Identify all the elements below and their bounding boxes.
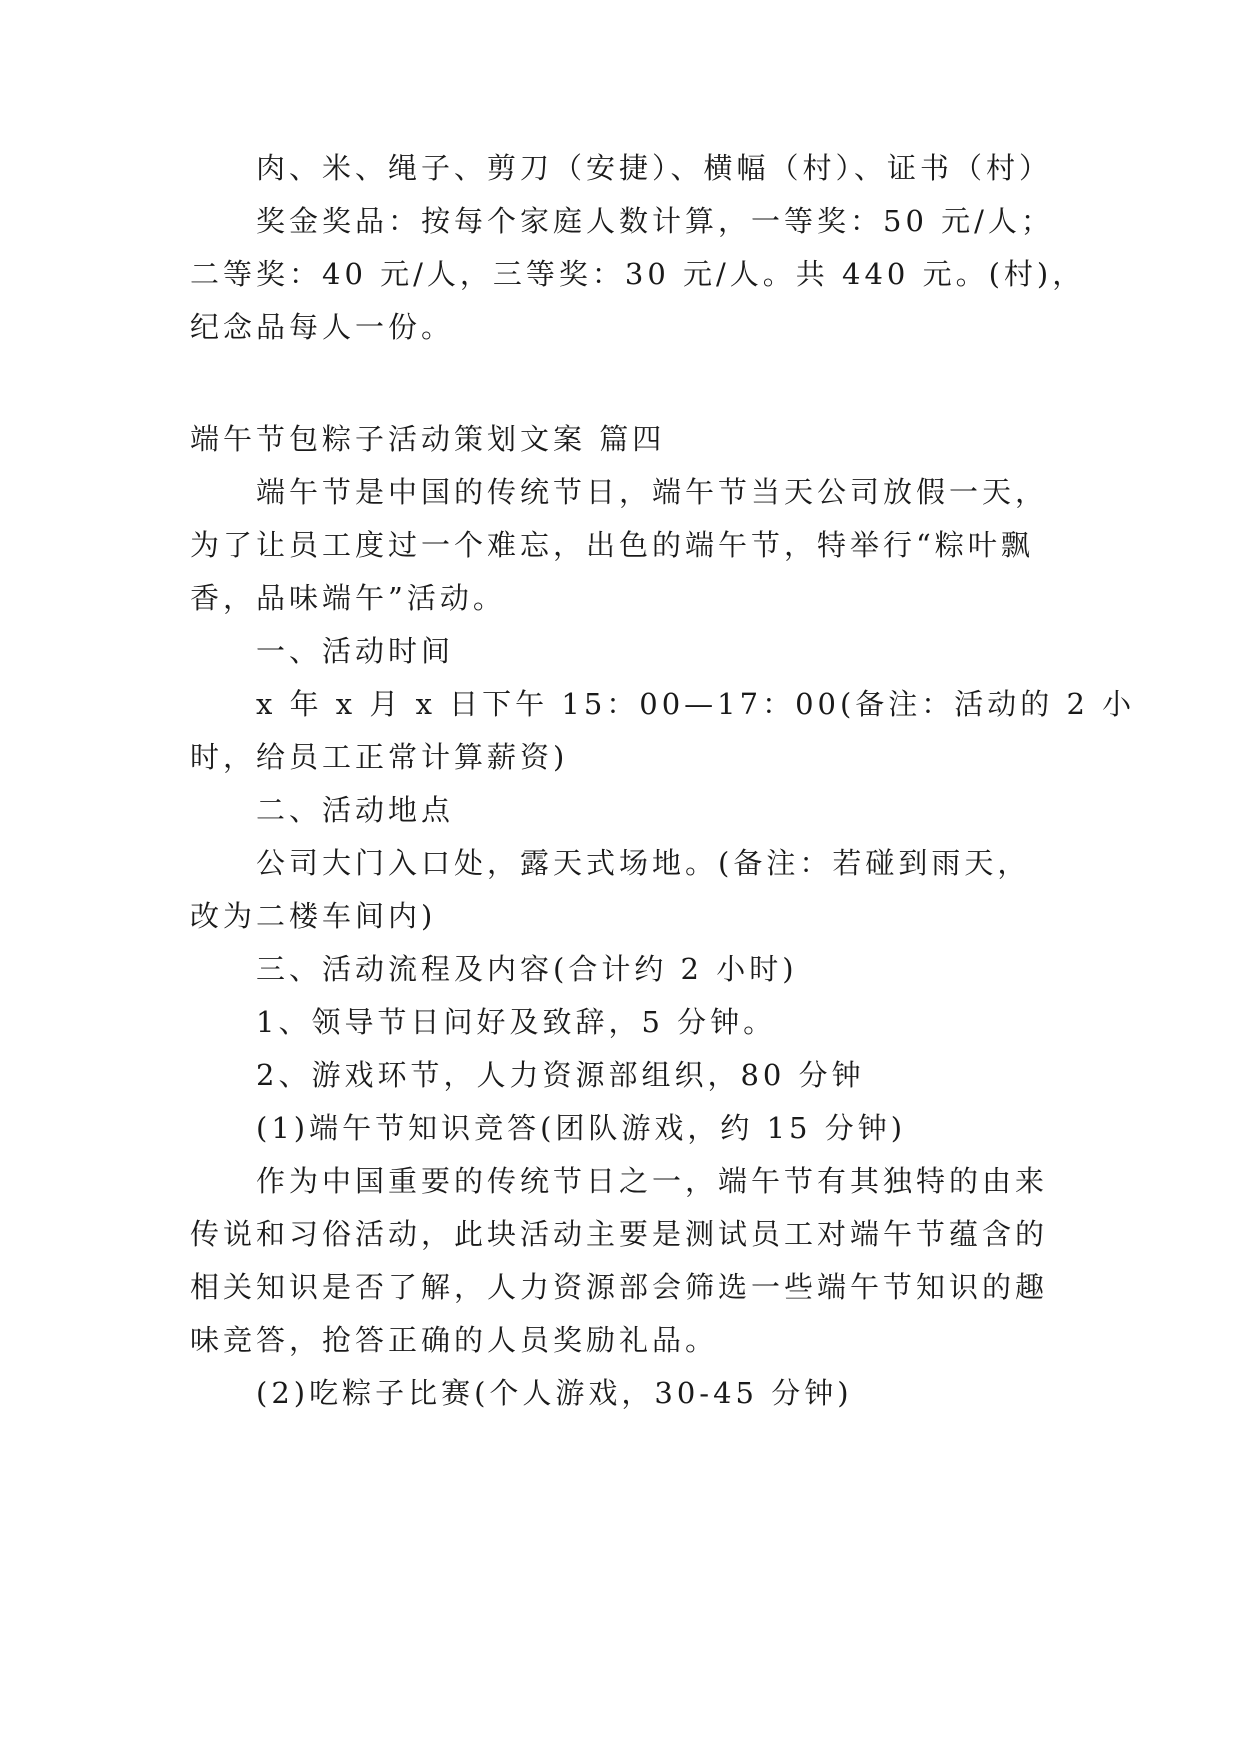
text-line: 时，给员工正常计算薪资) bbox=[190, 740, 569, 774]
text-line: 为了让员工度过一个难忘，出色的端午节，特举行“粽叶飘 bbox=[190, 528, 1034, 562]
list-item: 2、游戏环节，人力资源部组织，80 分钟 bbox=[256, 1058, 865, 1092]
text-line: 纪念品每人一份。 bbox=[190, 310, 455, 344]
section-heading: 端午节包粽子活动策划文案 篇四 bbox=[190, 422, 666, 456]
text-line: x 年 x 月 x 日下午 15：00—17：00(备注：活动的 2 小 bbox=[256, 687, 1136, 721]
text-line: 作为中国重要的传统节日之一，端午节有其独特的由来 bbox=[256, 1164, 1049, 1198]
list-item: (1)端午节知识竞答(团队游戏，约 15 分钟) bbox=[256, 1111, 907, 1145]
list-item: (2)吃粽子比赛(个人游戏，30-45 分钟) bbox=[256, 1376, 853, 1410]
subheading: 三、活动流程及内容(合计约 2 小时) bbox=[256, 952, 798, 986]
text-line: 改为二楼车间内) bbox=[190, 899, 437, 933]
text-line: 相关知识是否了解，人力资源部会筛选一些端午节知识的趣 bbox=[190, 1270, 1049, 1304]
text-line: 传说和习俗活动，此块活动主要是测试员工对端午节蕴含的 bbox=[190, 1217, 1049, 1251]
text-line: 香，品味端午”活动。 bbox=[190, 581, 506, 615]
text-line: 二等奖：40 元/人，三等奖：30 元/人。共 440 元。(村)， bbox=[190, 257, 1086, 291]
subheading: 一、活动时间 bbox=[256, 634, 455, 668]
text-line: 味竞答，抢答正确的人员奖励礼品。 bbox=[190, 1323, 719, 1357]
text-line: 奖金奖品：按每个家庭人数计算，一等奖：50 元/人； bbox=[256, 204, 1054, 238]
text-line: 肉、米、绳子、剪刀（安捷）、横幅（村）、证书（村） bbox=[256, 151, 1053, 185]
list-item: 1、领导节日问好及致辞，5 分钟。 bbox=[256, 1005, 777, 1039]
subheading: 二、活动地点 bbox=[256, 793, 455, 827]
text-line: 端午节是中国的传统节日，端午节当天公司放假一天， bbox=[256, 475, 1049, 509]
text-line: 公司大门入口处，露天式场地。(备注：若碰到雨天， bbox=[256, 846, 1031, 880]
